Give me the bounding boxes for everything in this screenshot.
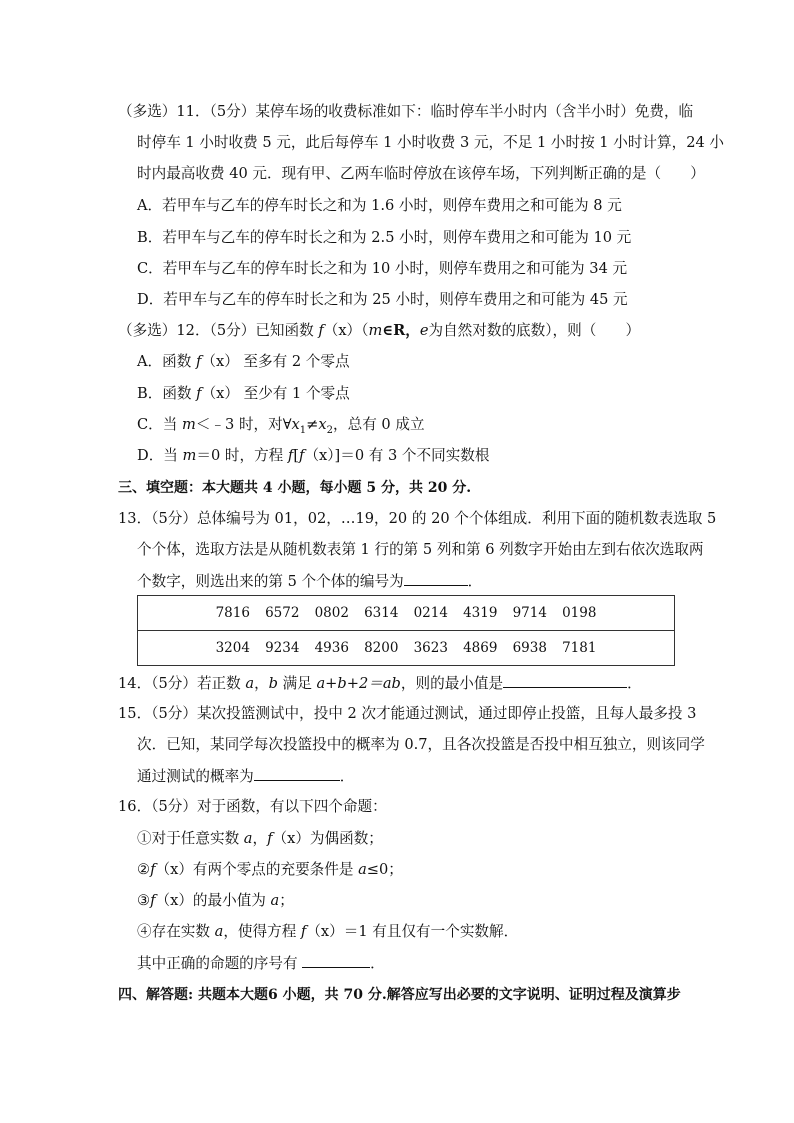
q12-c-mid: ＜﹣3 时，对∀	[195, 416, 292, 433]
table-cell: 9714	[505, 596, 555, 631]
q12-stem	[118, 321, 640, 341]
q15-line1	[118, 704, 696, 724]
section-4-heading: 四、解答题: 共题本大题6 小题，共 70 分.解答应写出必要的文字说明、证明过程及演算步	[118, 987, 681, 1003]
q14-text-2: 满足	[278, 675, 317, 692]
q12-b-x: （x）	[201, 385, 239, 402]
q16-p1-comma: ，	[252, 830, 268, 847]
q16-p2-rest: ≤0；	[366, 861, 403, 878]
q12-prefix: （多选）12．（5分）	[118, 322, 256, 339]
q11-stem-1: 某停车场的收费标准如下：临时停车半小时内（含半小时）免费，临	[255, 103, 694, 120]
q12-c-neq: ≠	[306, 416, 319, 433]
q12-option-d	[137, 446, 490, 466]
q12-paren: （	[361, 322, 369, 339]
q12-b-text: B．函数	[137, 385, 197, 402]
q16-p2-f: f	[150, 861, 156, 878]
q12-stem-b: 为自然对数的底数），则（ ）	[428, 322, 641, 339]
table-cell: 6314	[357, 596, 407, 631]
q13-stem-3: 个数字，则选出来的第 5 个个体的编号为	[137, 573, 404, 590]
q16-stem-text: 对于函数，有以下四个命题：	[196, 798, 387, 815]
table-cell: 6572	[258, 596, 308, 631]
q11-prefix: （多选）11．（5分）	[118, 103, 256, 120]
q12-c-sub1: 1	[299, 424, 307, 436]
q14-prefix: 14．（5分）	[118, 675, 197, 692]
table-cell: 0802	[307, 596, 357, 631]
q16-stem	[118, 797, 387, 817]
q13-end: ．	[467, 573, 483, 590]
table-cell: 3623	[406, 631, 456, 666]
q16-answer-blank	[302, 953, 370, 968]
q12-e: e	[419, 322, 429, 339]
q11-option-a: A．若甲车与乙车的停车时长之和为 1.6 小时，则停车费用之和可能为 8 元	[137, 197, 622, 214]
table-cell: 4319	[456, 596, 506, 631]
q14-equation: a+b+2＝ab	[316, 675, 401, 692]
q14-text-3: ，则的最小值是	[400, 675, 504, 692]
q14-comma: ，	[254, 675, 269, 692]
q12-c-sub2: 2	[326, 424, 333, 436]
random-number-table	[137, 595, 675, 666]
q16-p3-num: ③	[137, 892, 151, 909]
q16-p3-f: f	[150, 892, 156, 909]
q12-d-bracket: [	[293, 447, 300, 464]
q11-option-c: C．若甲车与乙车的停车时长之和为 10 小时，则停车费用之和可能为 34 元	[137, 260, 628, 277]
q15-prefix: 15．（5分）	[118, 705, 197, 722]
q13-stem-1: 总体编号为 01，02，…19，20 的 20 个个体组成．利用下面的随机数表选取 5	[196, 510, 717, 527]
table-cell: 0198	[555, 596, 605, 631]
table-cell: 0214	[406, 596, 456, 631]
table-cell: 4936	[307, 631, 357, 666]
table-cell: 3204	[208, 631, 258, 666]
table-pad-cell	[138, 596, 209, 631]
q14-var-a: a	[245, 675, 255, 692]
q13-answer-blank	[404, 571, 468, 586]
q15-stem-1: 某次投篮测试中，投中 2 次才能通过测试，通过即停止投篮，且每人最多投 3	[196, 705, 697, 722]
q12-a-text: A．函数	[137, 353, 196, 370]
table-pad-cell	[604, 631, 675, 666]
q12-option-c	[137, 415, 425, 441]
q12-c-x2: x	[318, 416, 327, 433]
q14-text-1: 若正数	[196, 675, 246, 692]
q16-prefix: 16．（5分）	[118, 798, 197, 815]
table-cell: 9234	[258, 631, 308, 666]
q16-p4-f: f	[300, 923, 307, 940]
table-cell: 7816	[208, 596, 258, 631]
q12-c-text: C．当	[137, 416, 182, 433]
q16-ask-text: 其中正确的命题的序号有	[137, 955, 303, 972]
q16-ask	[137, 953, 385, 974]
q14-end: ．	[627, 675, 642, 692]
q14-line	[118, 673, 642, 694]
q12-m: m	[368, 322, 383, 339]
q16-p4-var: a	[214, 923, 224, 940]
q12-b-f: f	[196, 385, 202, 402]
q13-prefix: 13．（5分）	[118, 510, 197, 527]
q16-p1-a: ①对于任意实数	[137, 830, 244, 847]
q13-line3	[137, 571, 482, 592]
table-cell: 8200	[357, 631, 407, 666]
q12-b-rest: 至少有 1 个零点	[238, 385, 350, 402]
q12-in-r: ∈R，	[382, 322, 420, 339]
q11-line2: 时停车 1 小时收费 5 元，此后每停车 1 小时收费 3 元，不足 1 小时按 1 小时计算，24 小	[137, 134, 724, 151]
q12-c-x1: x	[291, 416, 300, 433]
q15-answer-blank	[254, 766, 340, 781]
q12-d-f-outer: f	[287, 447, 294, 464]
q11-line1	[118, 102, 693, 122]
q16-proposition-1	[137, 829, 383, 849]
q13-line1	[118, 509, 716, 529]
table-cell: 4869	[456, 631, 506, 666]
q16-p2-text: （x）有两个零点的充要条件是	[155, 861, 359, 878]
q16-end: ．	[370, 955, 385, 972]
q16-p2-var: a	[358, 861, 367, 878]
q12-stem-a: 已知函数	[255, 322, 319, 339]
table-row	[138, 631, 675, 666]
q15-end: ．	[339, 768, 355, 785]
q12-d-f-inner: f	[299, 447, 305, 464]
q12-a-x: （x）	[201, 353, 239, 370]
q12-option-a	[137, 352, 350, 372]
q12-c-m: m	[182, 416, 196, 433]
q11-option-d: D．若甲车与乙车的停车时长之和为 25 小时，则停车费用之和可能为 45 元	[137, 291, 628, 308]
q13-line2: 个个体，选取方法是从随机数表第 1 行的第 5 列和第 6 列数字开始由左到右依次选取两	[137, 541, 704, 558]
q16-proposition-4	[137, 922, 518, 942]
q12-f: f	[318, 322, 324, 339]
q15-line2: 次．已知，某同学每次投篮投中的概率为 0.7，且各次投篮是否投中相互独立，则该同学	[137, 736, 705, 753]
q11-option-b: B．若甲车与乙车的停车时长之和为 2.5 小时，则停车费用之和可能为 10 元	[137, 229, 632, 246]
q11-line3: 时内最高收费 40 元．现有甲、乙两车临时停放在该停车场，下列判断正确的是（ ）	[137, 165, 705, 182]
q12-x: （x）	[323, 322, 362, 339]
q16-p3-rest: ；	[279, 892, 294, 909]
q16-p4-text: ④存在实数	[137, 923, 215, 940]
q12-d-rest: （x）]＝0 有 3 个不同实数根	[304, 447, 490, 464]
q16-p1-f: f	[267, 830, 273, 847]
q12-a-f: f	[195, 353, 202, 370]
q12-c-rest: ，总有 0 成立	[333, 416, 425, 433]
q16-p3-var: a	[270, 892, 280, 909]
q16-p4-mid: ，使得方程	[223, 923, 301, 940]
q12-d-mid: ＝0 时，方程	[196, 447, 288, 464]
section-3-heading: 三、填空题：本大题共 4 小题，每小题 5 分，共 20 分.	[118, 480, 472, 496]
q16-p2-num: ②	[137, 861, 151, 878]
q15-stem-3: 通过测试的概率为	[137, 768, 254, 785]
q12-d-text: D．当	[137, 447, 183, 464]
table-row	[138, 596, 675, 631]
table-cell: 6938	[505, 631, 555, 666]
q12-option-b	[137, 384, 350, 404]
q12-d-m: m	[182, 447, 197, 464]
q16-p3-text: （x）的最小值为	[155, 892, 271, 909]
q16-proposition-2	[137, 860, 403, 880]
q16-p1-rest: （x）为偶函数；	[272, 830, 383, 847]
q16-proposition-3	[137, 891, 294, 911]
q14-var-b: b	[268, 675, 279, 692]
table-pad-cell	[138, 631, 209, 666]
q15-line3	[137, 766, 354, 787]
q16-p1-var: a	[243, 830, 253, 847]
q12-a-rest: 至多有 2 个零点	[238, 353, 350, 370]
table-pad-cell	[604, 596, 675, 631]
q16-p4-rest: （x）＝1 有且仅有一个实数解．	[306, 923, 519, 940]
q14-answer-blank	[503, 673, 627, 688]
table-cell: 7181	[555, 631, 605, 666]
